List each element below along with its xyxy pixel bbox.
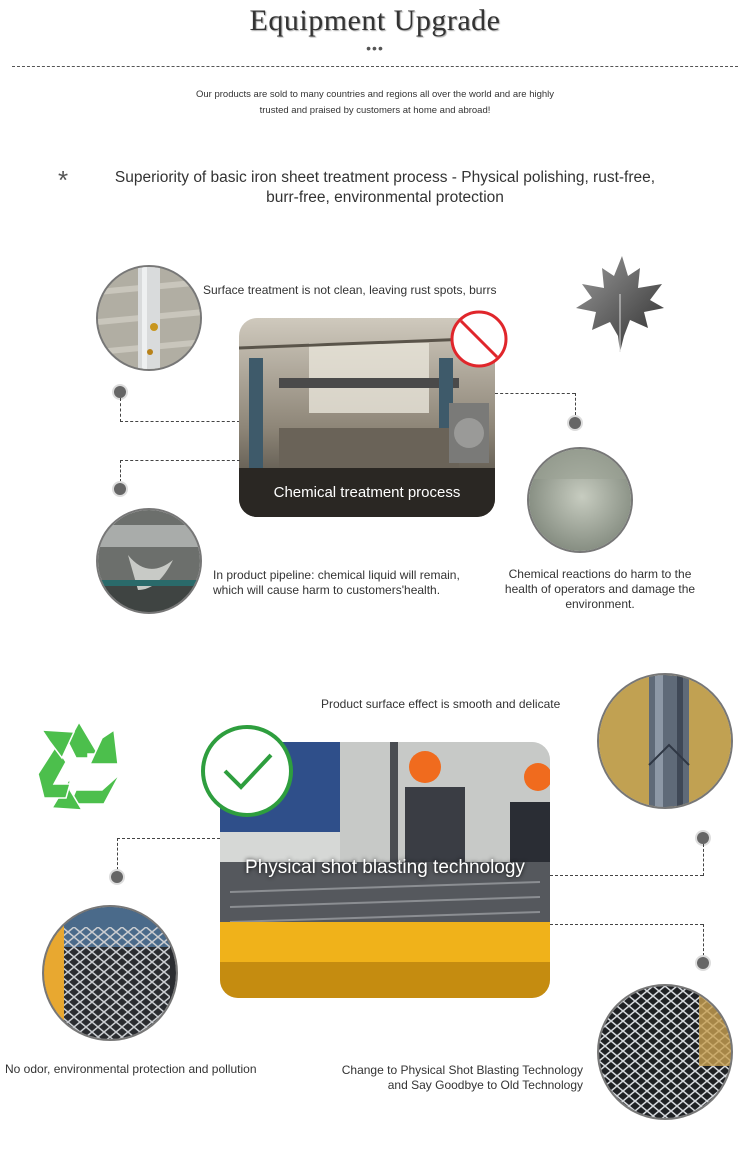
rusty-pipe-photo <box>96 265 202 371</box>
caption-no-odor: No odor, environmental protection and pollution <box>5 1062 257 1076</box>
check-icon <box>199 723 295 819</box>
caption-change-line-1: Change to Physical Shot Blasting Technology <box>341 1063 583 1077</box>
prohibit-icon <box>449 309 509 369</box>
intro-line-2: trusted and praised by customers at home and abroad! <box>259 105 491 116</box>
floor-illustration <box>529 449 633 553</box>
intro-text <box>150 87 600 119</box>
connector-line <box>117 838 220 839</box>
subtitle-line-1: Superiority of basic iron sheet treatment process - Physical polishing, rust-free, <box>114 169 656 186</box>
smooth-tube-illustration <box>599 675 733 809</box>
connector-dot <box>697 832 709 844</box>
connector-dot <box>569 417 581 429</box>
caption-change-line-2: and Say Goodbye to Old Technology <box>387 1078 583 1092</box>
caption-chemical-line-3: environment. <box>565 597 635 611</box>
connector-dot <box>114 386 126 398</box>
header-divider <box>12 66 738 67</box>
intro-line-1: Our products are sold to many countries and regions all over the world and are highly <box>195 89 555 100</box>
caption-chemical-line-1: Chemical reactions do harm to the <box>508 567 692 581</box>
caption-surface-rust: Surface treatment is not clean, leaving rust spots, burrs <box>203 283 497 297</box>
pipeline-photo <box>96 508 202 614</box>
caption-pipeline-line-2: which will cause harm to customers'health. <box>213 583 441 597</box>
caption-pipeline-harm <box>213 568 460 598</box>
connector-line <box>703 924 704 956</box>
smooth-tube-photo <box>597 673 733 809</box>
mesh-photo-right <box>597 984 733 1120</box>
connector-line <box>117 838 118 870</box>
connector-line <box>120 460 121 482</box>
connector-line <box>495 393 575 394</box>
shot-blasting-label: Physical shot blasting technology <box>245 857 525 878</box>
connector-line <box>120 421 240 422</box>
caption-chemical-line-2: health of operators and damage the <box>504 582 696 596</box>
mesh-photo-left <box>42 905 178 1041</box>
connector-line <box>550 875 703 876</box>
connector-line <box>550 924 703 925</box>
asterisk-icon: * <box>58 165 69 195</box>
maple-leaf-icon <box>574 254 666 354</box>
caption-chemical-harm <box>490 567 710 612</box>
connector-dot <box>114 483 126 495</box>
floor-photo <box>527 447 633 553</box>
pipeline-illustration <box>98 510 202 614</box>
mesh-illustration-left <box>44 907 178 1041</box>
mesh-illustration-right <box>599 986 733 1120</box>
connector-line <box>120 460 240 461</box>
subtitle-line-2: burr-free, environmental protection <box>266 189 504 206</box>
chemical-process-label: Chemical treatment process <box>273 484 461 501</box>
caption-change-technology <box>300 1063 583 1093</box>
connector-dot <box>697 957 709 969</box>
caption-smooth-surface: Product surface effect is smooth and delicate <box>321 697 561 711</box>
page-title: Equipment Upgrade <box>249 4 501 37</box>
connector-line <box>120 398 121 422</box>
title-dots: ••• <box>366 40 384 56</box>
recycle-icon <box>30 718 128 812</box>
connector-line <box>703 844 704 876</box>
connector-line <box>575 393 576 415</box>
caption-pipeline-line-1: In product pipeline: chemical liquid will remain, <box>213 568 460 582</box>
rusty-pipe-illustration <box>98 267 202 371</box>
connector-dot <box>111 871 123 883</box>
section-subtitle <box>80 168 690 208</box>
